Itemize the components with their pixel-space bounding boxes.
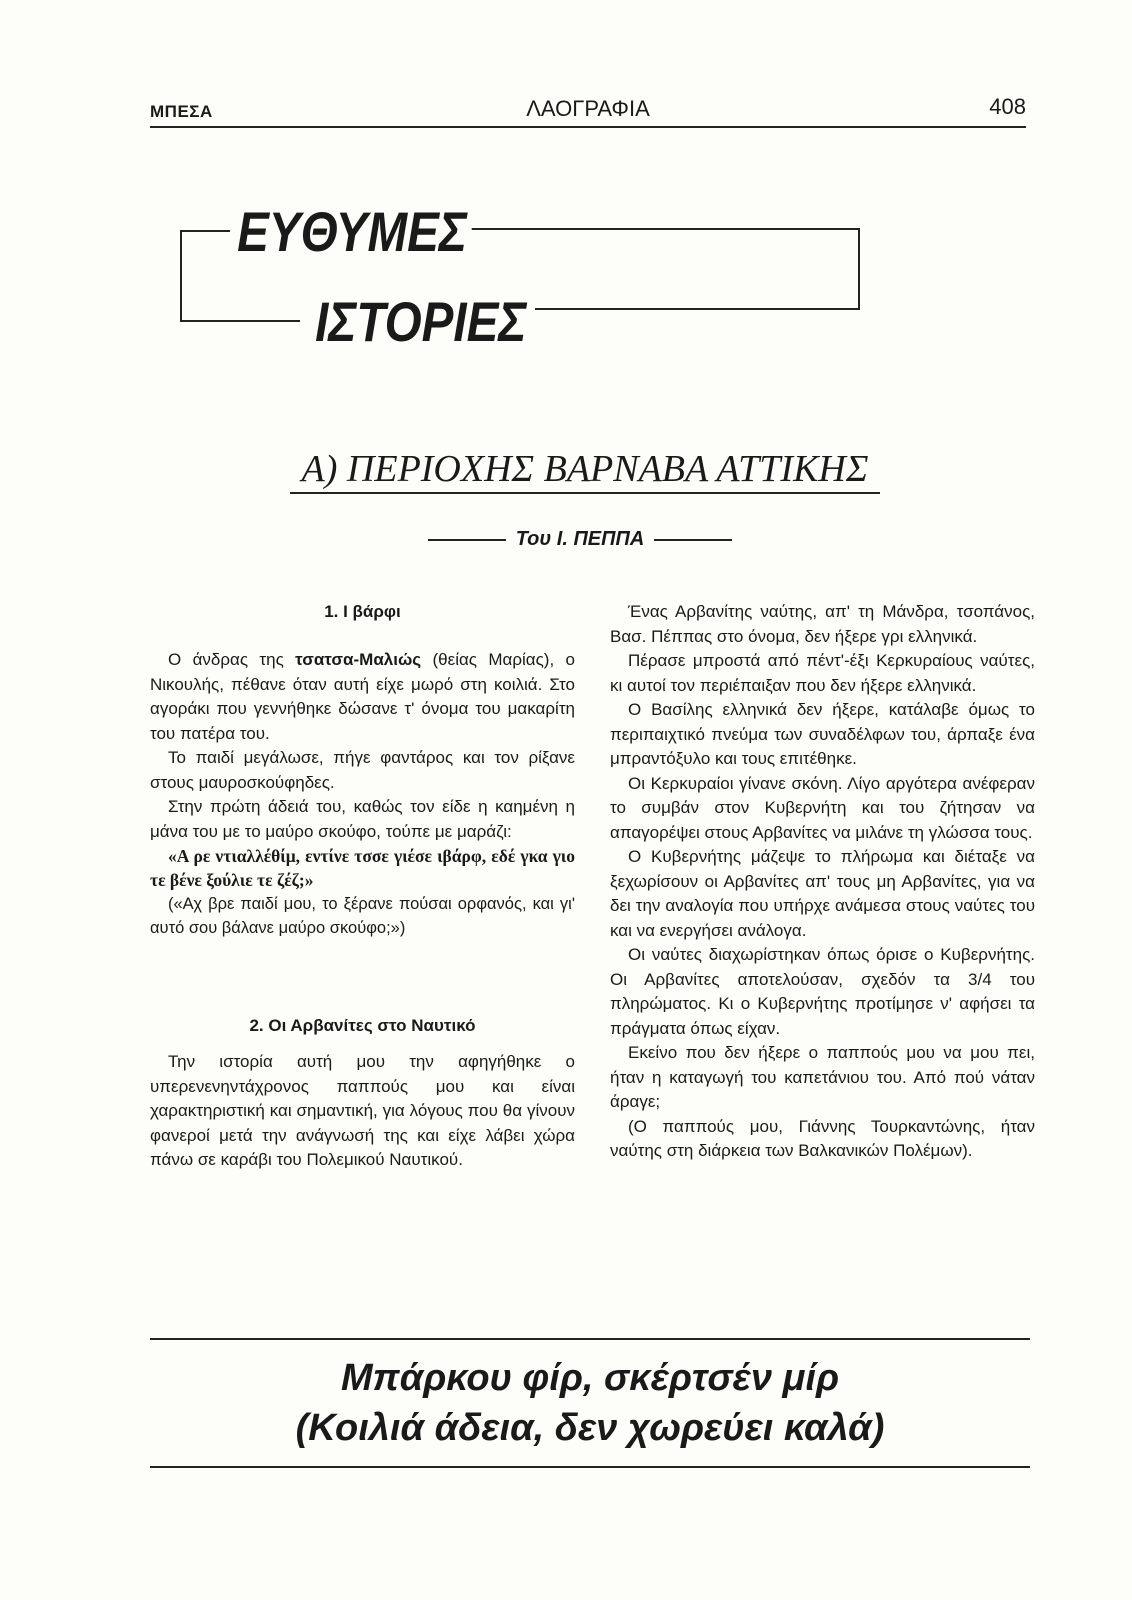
story-2-paragraph: Την ιστορία αυτή μου την αφηγήθηκε ο υπερενενηντάχρονος παππούς μου και είναι χαρακτηριστική και σημαντική, για λόγους που θα γίνουν φανεροί μετά την ανάγνωσή της και είχε λάβει χώρα πάνω σε καράβι του Πολεμικού Ναυτικού. xyxy=(150,1052,575,1169)
journal-name: ΜΠΕΣΑ xyxy=(150,102,213,121)
title-line-1: ΕΥΘΥΜΕΣ xyxy=(232,204,472,260)
story-2-paragraph: Πέρασε μπροστά από πέντ'-έξι Κερκυραίους ναύτες, κι αυτοί τον περιέπαιξαν που δεν ήξερε ελληνικά. xyxy=(610,651,1035,695)
story-2-heading: 2. Οι Αρβανίτες στο Ναυτικό xyxy=(249,1016,476,1035)
right-column xyxy=(610,600,1035,1164)
story-1-paragraph: Στην πρώτη άδειά του, καθώς τον είδε η καημένη η μάνα του με το μαύρο σκούφο, τούπε με μαράζι: xyxy=(150,797,575,841)
section-heading: Α) ΠΕΡΙΟΧΗΣ ΒΑΡΝΑΒΑ ΑΤΤΙΚΗΣ xyxy=(290,446,880,494)
quote-translation: («Αχ βρε παιδί μου, το ξέρανε πούσαι ορφανός, και γι' αυτό σου βάλανε μαύρο σκούφο;») xyxy=(150,895,575,937)
proverb-arvanitika: Μπάρκου φίρ, σκέρτσέν μίρ xyxy=(340,1357,839,1399)
story-2-paragraph: Οι ναύτες διαχωρίστηκαν όπως όρισε ο Κυβερνήτης. Οι Αρβανίτες αποτελούσαν, σχεδόν τα 3/4 του πληρώματος. Κι ο Κυβερνήτης προτίμησε ν' αφήσει τα πράγματα όπως είχαν. xyxy=(610,945,1035,1038)
story-2-paragraph: Ένας Αρβανίτης ναύτης, απ' τη Μάνδρα, τσοπάνος, Βασ. Πέππας στο όνομα, δεν ήξερε γρι ελληνικά. xyxy=(610,602,1035,646)
story-2-paragraph: Οι Κερκυραίοι γίνανε σκόνη. Λίγο αργότερα ανέφεραν το συμβάν στον Κυβερνήτη και του ζήτησαν να απαγορέψει στους Αρβανίτες να μιλάνε τη γλώσσα τους. xyxy=(610,773,1035,842)
page-number: 408 xyxy=(989,94,1026,119)
title-frame xyxy=(180,200,880,360)
bottom-divider xyxy=(150,1466,1030,1468)
story-2-paragraph: Εκείνο που δεν ήξερε ο παππούς μου να μου πει, ήταν η καταγωγή του καπετάνιου του. Από πού νάταν άραγε; xyxy=(610,1043,1035,1111)
story-1-paragraph: Το παιδί μεγάλωσε, πήγε φαντάρος και τον ρίξανε στους μαυροσκούφηδες. xyxy=(150,748,575,792)
section-category: ΛΑΟΓΡΑΦΙΑ xyxy=(526,96,650,121)
author: Του Ι. ΠΕΠΠΑ xyxy=(515,528,645,550)
story-2-paragraph: Ο Βασίλης ελληνικά δεν ήξερε, κατάλαβε όμως το περιπαιχτικό πνεύμα των συναδέλφων του, άρπαξε ένα μπραντόξυλο και τους επιτέθηκε. xyxy=(610,700,1035,768)
running-header xyxy=(150,96,1026,128)
story-1-paragraph: Ο άνδρας της τσατσα-Μαλιώς (θείας Μαρίας), ο Νικουλής, πέθανε όταν αυτή είχε μωρό στη κοιλιά. Στο αγοράκι που γεννήθηκε δώσανε τ' όνομα του μακαρίτη του πατέρα του. xyxy=(150,650,575,743)
story-1-heading: 1. Ι βάρφι xyxy=(324,602,401,621)
story-2-paragraph: Ο Κυβερνήτης μάζεψε το πλήρωμα και διέταξε να ξεχωρίσουν οι Αρβανίτες απ' τους μη Αρβανίτες, για να δει την αναλογία που υπήρχε ανάμεσα στους ναύτες του και να ενεργήσει ανάλογα. xyxy=(610,847,1035,940)
arvanitika-quote: «Α ρε ντιαλλέθίμ, εντίνε τσσε γιέσε ιβάρφ, εδέ γκα γιο τε βένε ξούλιε τε ζέζ;» xyxy=(150,846,575,890)
byline xyxy=(410,528,750,556)
top-divider xyxy=(150,1338,1030,1340)
title-line-2: ΙΣΤΟΡΙΕΣ xyxy=(310,294,532,350)
proverb-translation: (Κοιλιά άδεια, δεν χωρεύει καλά) xyxy=(295,1407,885,1449)
story-2-paragraph: (Ο παππούς μου, Γιάννης Τουρκαντώνης, ήταν ναύτης στη διάρκεια των Βαλκανικών Πολέμων). xyxy=(610,1116,1035,1160)
left-column xyxy=(150,600,575,1173)
